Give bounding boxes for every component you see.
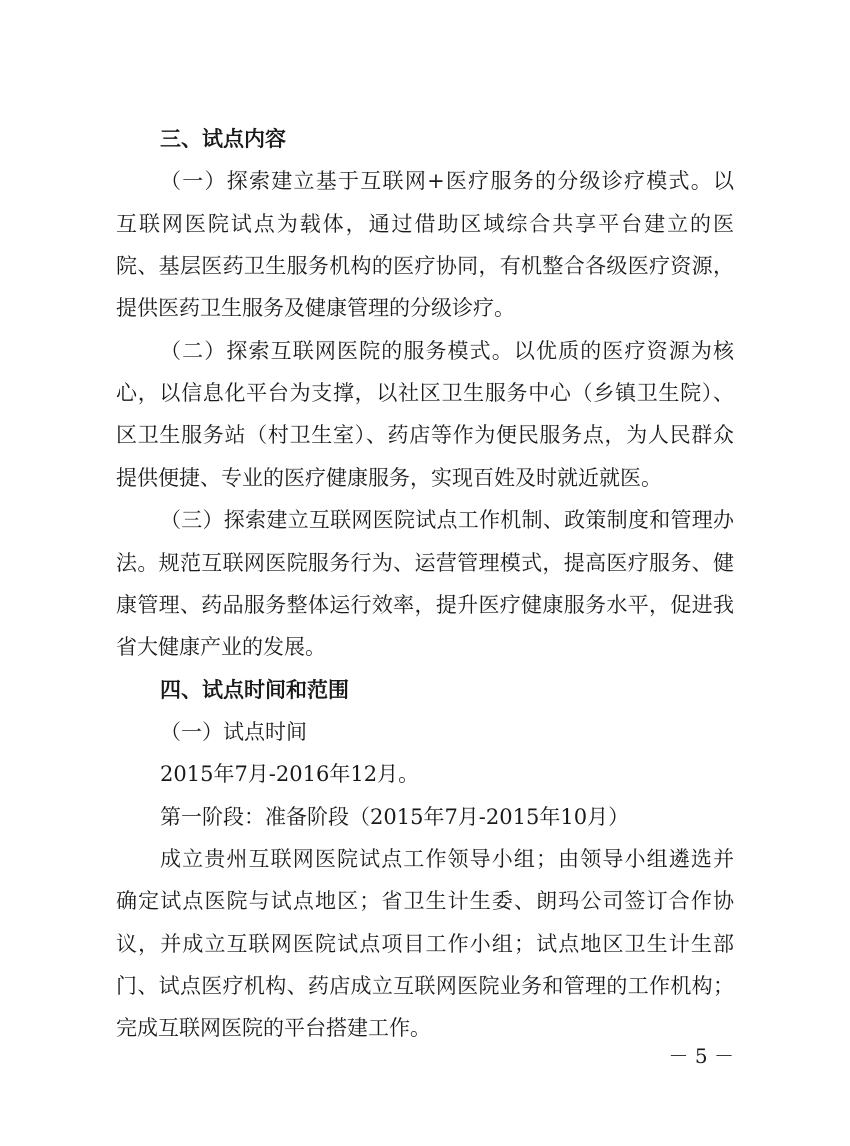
section-heading: 四、试点时间和范围	[160, 677, 349, 702]
text-line: （一）探索建立基于互联网+医疗服务的分级诊疗模式。以	[160, 169, 734, 194]
text-line: （二）探索互联网医院的服务模式。以优质的医疗资源为核	[160, 338, 734, 363]
text-line: 区卫生服务站（村卫生室）、药店等作为便民服务点，为人民群众	[116, 423, 734, 448]
text-line: （一）试点时间	[160, 719, 307, 744]
text-line: 确定试点医院与试点地区；省卫生计生委、朗玛公司签订合作协	[116, 889, 734, 914]
text-line: 门、试点医疗机构、药店成立互联网医院业务和管理的工作机构；	[116, 974, 734, 998]
text-line: 省大健康产业的发展。	[116, 635, 326, 660]
text-line: 心，以信息化平台为支撑，以社区卫生服务中心（乡镇卫生院）、	[116, 381, 734, 406]
text-line: 互联网医院试点为载体，通过借助区域综合共享平台建立的医	[116, 211, 734, 236]
text-line: 院、基层医药卫生服务机构的医疗协同，有机整合各级医疗资源，	[116, 254, 734, 279]
text-line: 2015年7月-2016年12月。	[160, 762, 420, 787]
text-line: 提供医药卫生服务及健康管理的分级诊疗。	[116, 296, 515, 321]
text-line: 康管理、药品服务整体运行效率，提升医疗健康服务水平，促进我	[116, 592, 734, 617]
text-line: 法。规范互联网医院服务行为、运营管理模式，提高医疗服务、健	[116, 550, 734, 575]
text-line: 提供便捷、专业的医疗健康服务，实现百姓及时就近就医。	[116, 465, 662, 490]
section-heading: 三、试点内容	[160, 127, 286, 151]
text-line: （三）探索建立互联网医院试点工作机制、政策制度和管理办	[160, 508, 734, 533]
text-line: 成立贵州互联网医院试点工作领导小组；由领导小组遴选并	[160, 847, 734, 871]
page-number: － 5 －	[668, 1044, 734, 1068]
text-line: 议，并成立互联网医院试点项目工作小组；试点地区卫生计生部	[116, 931, 734, 956]
text-line: 第一阶段：准备阶段（2015年7月-2015年10月）	[160, 804, 630, 829]
text-line: 完成互联网医院的平台搭建工作。	[116, 1016, 431, 1041]
